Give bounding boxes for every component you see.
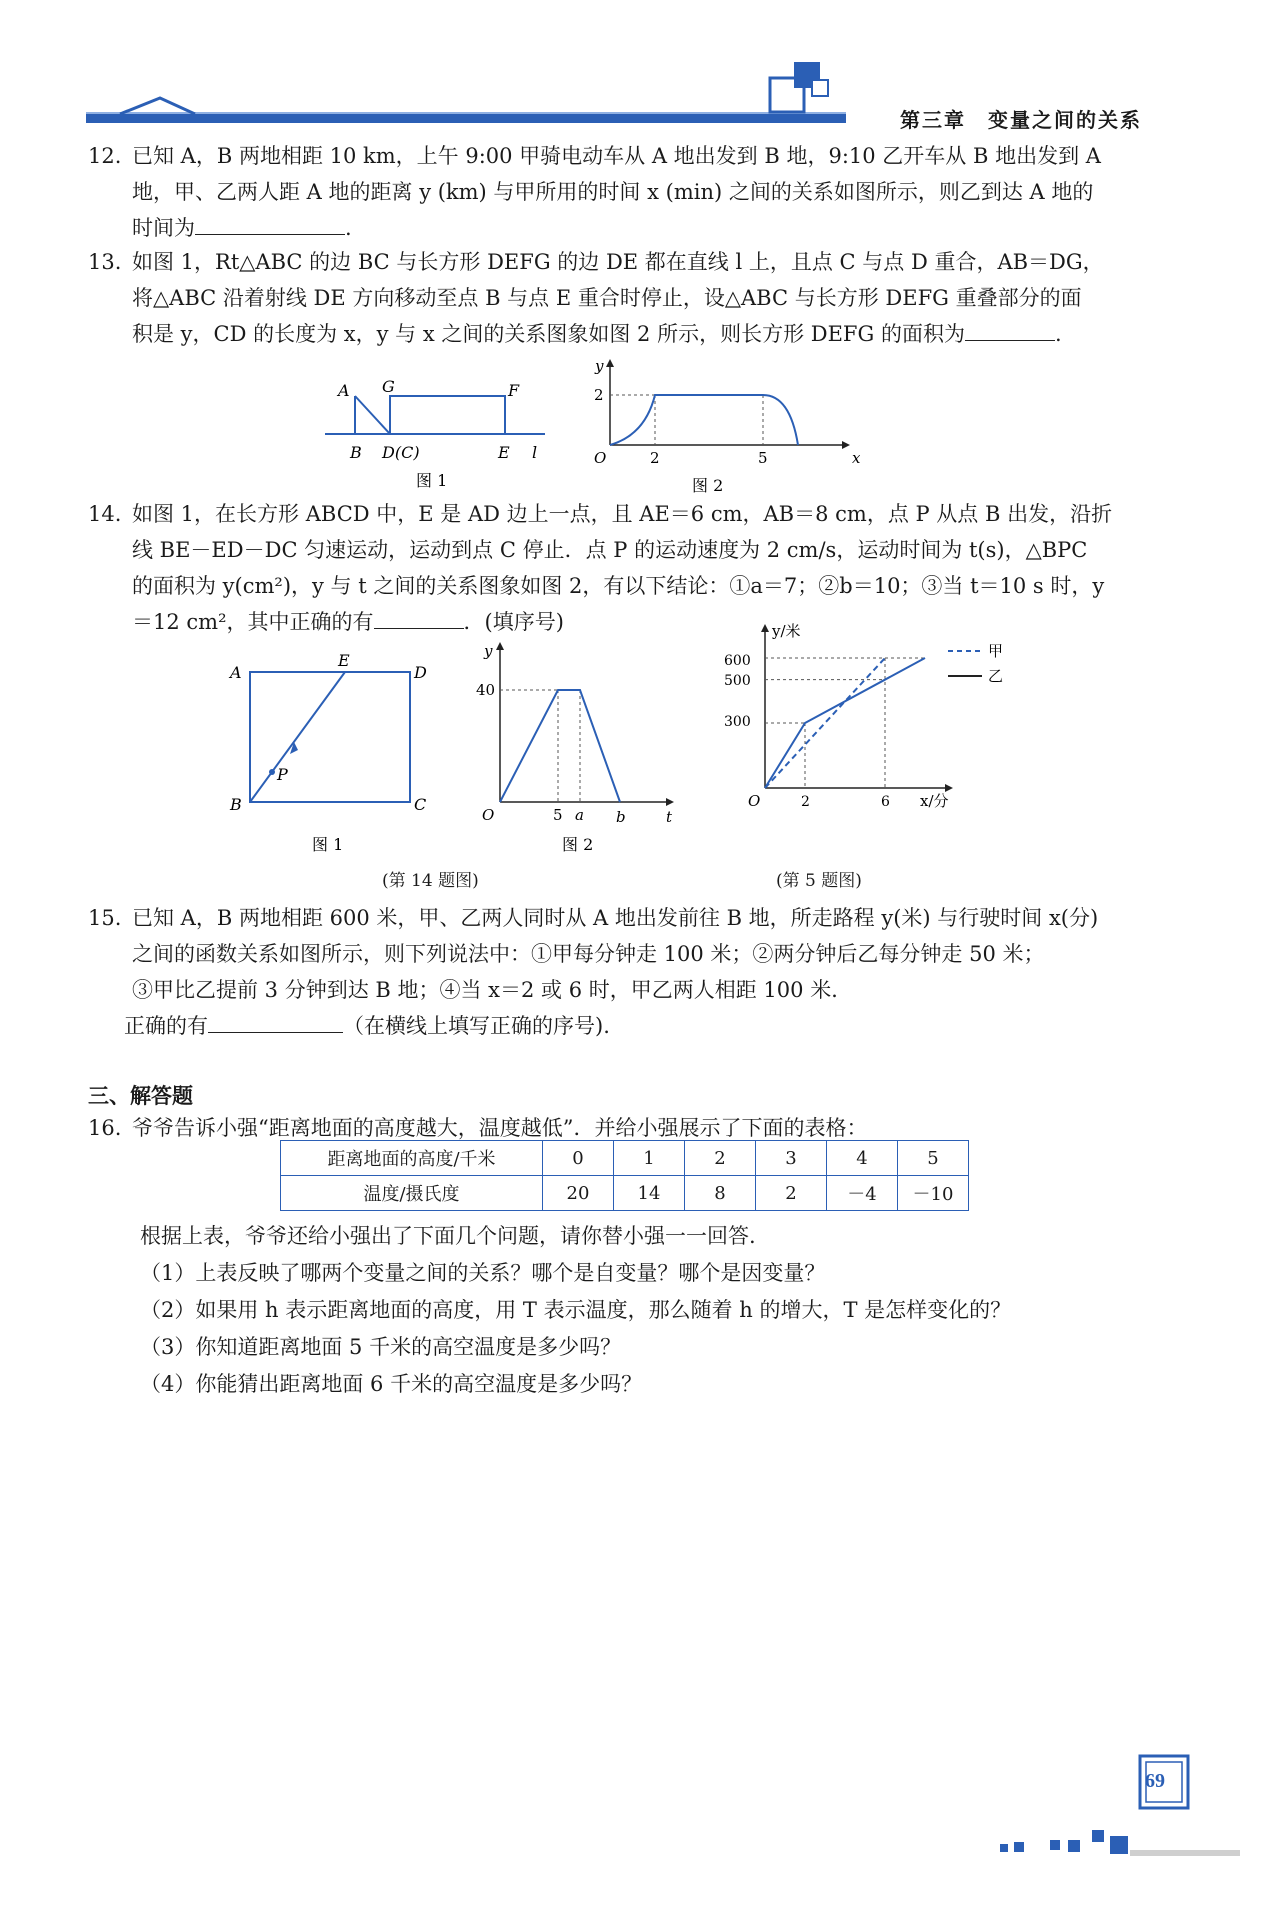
temperature-table	[280, 1140, 969, 1211]
axis-t: t	[666, 808, 673, 826]
origin: O	[482, 806, 495, 824]
row-header: 距离地面的高度/千米	[281, 1141, 543, 1176]
question-13	[88, 244, 1168, 352]
label-DC: D(C)	[382, 443, 420, 462]
legend-jia: 甲	[988, 642, 1004, 660]
tick-y-40: 40	[476, 681, 496, 699]
question-number: 16.	[88, 1116, 122, 1140]
tick-x-6: 6	[881, 794, 890, 810]
answer-blank[interactable]	[208, 1008, 343, 1033]
tick-x-2: 2	[801, 794, 810, 810]
question-15	[88, 900, 1168, 1044]
label-E: E	[338, 651, 350, 670]
q14-line1: 如图 1，在长方形 ABCD 中，E 是 AD 边上一点，且 AE＝6 cm，AB＝8 cm，点 P 从点 B 出发，沿折	[132, 502, 1113, 526]
label-C: C	[414, 795, 427, 814]
label-P: P	[277, 765, 288, 784]
q16-sub-4: （4）你能猜出距离地面 6 千米的高空温度是多少吗？	[140, 1372, 643, 1396]
figure-caption: 图 2	[692, 476, 724, 495]
q16-sub-2: （2）如果用 h 表示距离地面的高度，用 T 表示温度，那么随着 h 的增大，T 是怎样变化的？	[140, 1298, 1012, 1322]
table-cell: 14	[614, 1176, 685, 1211]
tick-t-5: 5	[553, 806, 563, 824]
axis-x: x	[852, 449, 860, 467]
q13-line2: 将△ABC 沿着射线 DE 方向移动至点 B 与点 E 重合时停止，设△ABC 与长方形 DEFG 重叠部分的面	[132, 286, 1082, 310]
table-cell: 1	[614, 1141, 685, 1176]
q13-end: .	[1054, 322, 1062, 346]
row-header: 温度/摄氏度	[281, 1176, 543, 1211]
origin: O	[594, 449, 607, 467]
q14-caption: (第 14 题图)	[382, 871, 479, 891]
q15-line2: 之间的函数关系如图所示，则下列说法中：①甲每分钟走 100 米；②两分钟后乙每分钟走 50 米；	[132, 942, 1045, 966]
q15-caption: (第 5 题图)	[776, 871, 862, 891]
label-A: A	[338, 381, 350, 400]
table-row	[281, 1176, 969, 1211]
q14-end: ．(填序号)	[463, 610, 564, 634]
label-F: F	[508, 381, 520, 400]
table-cell: 2	[685, 1141, 756, 1176]
label-B: B	[350, 443, 362, 462]
q12-line3: 时间为	[132, 216, 195, 240]
tick-t-b: b	[616, 808, 626, 826]
table-cell: 8	[685, 1176, 756, 1211]
tick-y-300: 300	[724, 714, 751, 730]
axis-y-label: y/米	[772, 622, 801, 640]
footer-decoration	[980, 1752, 1250, 1902]
page-number: 69	[1145, 1770, 1165, 1792]
q15-chart	[720, 618, 1020, 858]
q14-line2: 线 BE－ED－DC 匀速运动，运动到点 C 停止．点 P 的运动速度为 2 cm/s，运动时间为 t(s)，△BPC	[132, 538, 1088, 562]
q13-figure-2	[580, 355, 860, 500]
q14-figure-2	[470, 632, 690, 857]
table-cell: 0	[543, 1141, 614, 1176]
q13-line3: 积是 y，CD 的长度为 x，y 与 x 之间的关系图象如图 2 所示，则长方形 DEFG 的面积为	[132, 322, 965, 346]
label-B: B	[230, 795, 242, 814]
section-title: 三、解答题	[88, 1084, 193, 1108]
q12-end: .	[345, 216, 352, 240]
q12-line2: 地，甲、乙两人距 A 地的距离 y (km) 与甲所用的时间 x (min) 之间的关系如图所示，则乙到达 A 地的	[132, 180, 1094, 204]
tick-t-a: a	[575, 806, 584, 824]
tick-y-600: 600	[724, 653, 751, 669]
q15-line3: ③甲比乙提前 3 分钟到达 B 地；④当 x＝2 或 6 时，甲乙两人相距 100 米．	[132, 978, 853, 1002]
q12-line1: 已知 A，B 两地相距 10 km，上午 9:00 甲骑电动车从 A 地出发到 B 地，9:10 乙开车从 B 地出发到 A	[132, 144, 1101, 168]
chapter-title: 第三章 变量之间的关系	[900, 108, 1142, 132]
table-cell: －4	[827, 1176, 898, 1211]
table-cell: 5	[898, 1141, 969, 1176]
legend-yi: 乙	[988, 667, 1004, 685]
label-G: G	[382, 378, 395, 396]
origin: O	[748, 792, 761, 810]
q13-figure-1	[320, 378, 560, 498]
table-cell: 20	[543, 1176, 614, 1211]
q16-line1: 爷爷告诉小强“距离地面的高度越大，温度越低”．并给小强展示了下面的表格：	[132, 1116, 868, 1140]
q15-end: （在横线上填写正确的序号).	[343, 1014, 610, 1038]
q15-line1: 已知 A，B 两地相距 600 米，甲、乙两人同时从 A 地出发前往 B 地，所走路程 y(米) 与行驶时间 x(分)	[132, 906, 1099, 930]
q16-intro: 根据上表，爷爷还给小强出了下面几个问题，请你替小强一一回答.	[140, 1224, 756, 1248]
axis-x-label: x/分	[920, 792, 949, 810]
figure-caption: 图 1	[312, 835, 344, 854]
table-row	[281, 1141, 969, 1176]
answer-blank[interactable]	[374, 604, 464, 629]
figure-caption: 图 2	[562, 835, 594, 854]
axis-y: y	[595, 357, 604, 375]
answer-blank[interactable]	[195, 210, 345, 235]
q14-line3: 的面积为 y(cm²)，y 与 t 之间的关系图象如图 2，有以下结论：①a＝7；②b＝10；③当 t＝10 s 时，y	[132, 574, 1105, 598]
label-A: A	[230, 663, 242, 682]
answer-blank[interactable]	[965, 316, 1055, 341]
q13-line1: 如图 1，Rt△ABC 的边 BC 与长方形 DEFG 的边 DE 都在直线 l 上，且点 C 与点 D 重合，AB＝DG，	[132, 250, 1104, 274]
label-l: l	[532, 443, 538, 462]
q16-sub-1: （1）上表反映了哪两个变量之间的关系？哪个是自变量？哪个是因变量？	[140, 1261, 826, 1285]
table-cell: 2	[756, 1176, 827, 1211]
question-number: 14.	[88, 502, 122, 526]
tick-x-2: 2	[650, 449, 660, 467]
question-number: 13.	[88, 250, 122, 274]
table-cell: 3	[756, 1141, 827, 1176]
tick-x-5: 5	[758, 449, 768, 467]
q14-line4: ＝12 cm²，其中正确的有	[132, 610, 374, 634]
q16-sub-3: （3）你知道距离地面 5 千米的高空温度是多少吗？	[140, 1335, 622, 1359]
question-number: 15.	[88, 906, 122, 930]
q14-figure-1	[220, 650, 450, 860]
table-cell: 4	[827, 1141, 898, 1176]
label-E: E	[498, 443, 510, 462]
question-number: 12.	[88, 144, 122, 168]
label-D: D	[414, 663, 427, 682]
q15-line4: 正确的有	[124, 1014, 208, 1038]
tick-y-2: 2	[594, 386, 604, 404]
question-12	[88, 138, 1168, 246]
figure-caption: 图 1	[416, 471, 448, 490]
table-cell: －10	[898, 1176, 969, 1211]
tick-y-500: 500	[724, 673, 751, 689]
axis-y: y	[484, 642, 493, 660]
